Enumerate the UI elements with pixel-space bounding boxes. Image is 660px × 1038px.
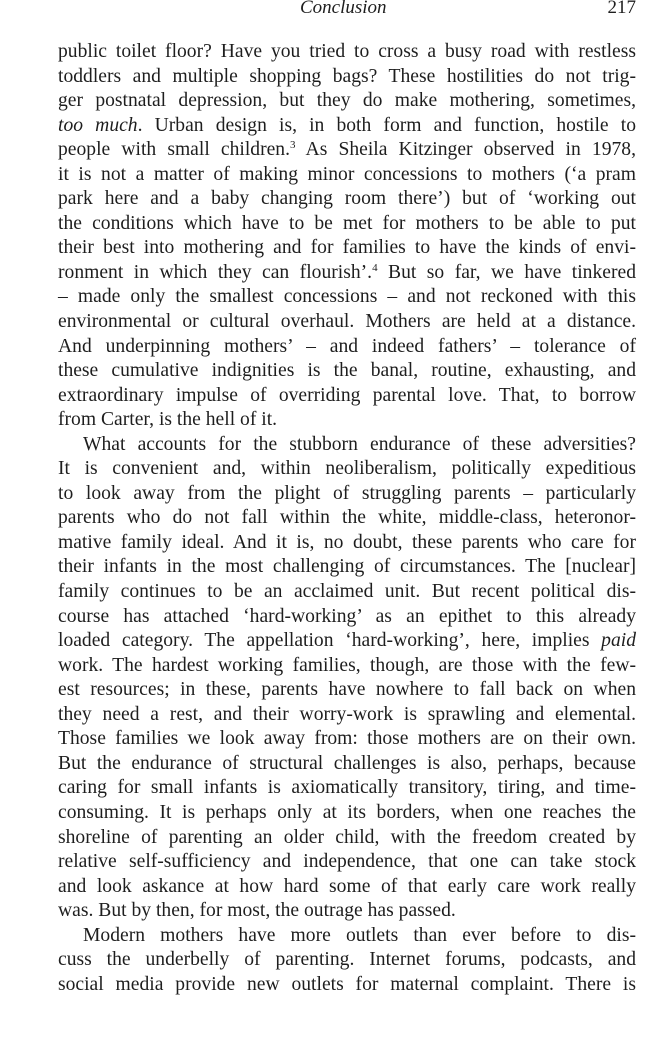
paragraph-start-line: Modern mothers have more outlets than ever before to dis- <box>83 924 636 946</box>
text-line: est resources; in these, parents have nowhere to fall back on when <box>58 679 636 701</box>
text-line: work. The hardest working families, though, are those with the few- <box>58 654 636 676</box>
paragraph-start-line: What accounts for the stubborn endurance of these adversities? <box>83 433 636 455</box>
text-line: parents who do not fall within the white, middle-class, heteronor- <box>58 507 636 529</box>
body-text <box>58 40 636 997</box>
page-number: 217 <box>607 0 636 18</box>
running-head <box>0 0 660 20</box>
footnote-marker[interactable]: 4 <box>372 261 378 274</box>
text-line: their infants in the most challenging of circumstances. The [nuclear] <box>58 556 636 578</box>
text-line: too much. Urban design is, in both form and function, hostile to <box>58 114 636 136</box>
text-line: social media provide new outlets for maternal complaint. There is <box>58 973 636 995</box>
paragraph-end-line: was. But by then, for most, the outrage has passed. <box>58 900 456 922</box>
text-line: Those families we look away from: those mothers are on their own. <box>58 728 636 750</box>
text-line: ronment in which they can flourish’.$^4$ But so far, we have tinkered <box>58 261 636 283</box>
text-line: course has attached ‘hard-working’ as an epithet to this already <box>58 605 636 627</box>
text-line: It is convenient and, within neoliberalism, politically expeditious <box>58 458 636 480</box>
text-line: And underpinning mothers’ – and indeed fathers’ – tolerance of <box>58 335 636 357</box>
text-line: and look askance at how hard some of that early care work really <box>58 875 636 897</box>
text-line: mative family ideal. And it is, no doubt, these parents who care for <box>58 531 636 553</box>
text-line: people with small children.$^3$ As Sheila Kitzinger observed in 1978, <box>58 139 636 161</box>
text-line: But the endurance of structural challenges is also, perhaps, because <box>58 752 636 774</box>
text-line: environmental or cultural overhaul. Mothers are held at a distance. <box>58 311 636 333</box>
text-line: they need a rest, and their worry-work is sprawling and elemental. <box>58 703 636 725</box>
text-line: relative self-sufficiency and independence, that one can take stock <box>58 851 636 873</box>
emphasis-text: paid <box>601 630 636 652</box>
text-line: caring for small infants is axiomatically transitory, tiring, and time- <box>58 777 636 799</box>
text-line: their best into mothering and for families to have the kinds of envi- <box>58 237 636 259</box>
text-line: public toilet floor? Have you tried to cross a busy road with restless <box>58 41 636 62</box>
footnote-marker[interactable]: 3 <box>290 139 296 152</box>
text-line: toddlers and multiple shopping bags? These hostilities do not trig- <box>58 65 636 87</box>
text-line: extraordinary impulse of overriding parental love. That, to borrow <box>58 384 636 406</box>
paragraph-end-line: from Carter, is the hell of it. <box>58 409 278 431</box>
text-line: to look away from the plight of struggling parents – particularly <box>58 482 636 504</box>
text-line: shoreline of parenting an older child, with the freedom created by <box>58 826 636 848</box>
emphasis-text: too much <box>58 114 138 136</box>
text-line: the conditions which have to be met for mothers to be able to put <box>58 212 636 234</box>
text-line: loaded category. The appellation ‘hard-working’, here, implies paid <box>58 630 636 652</box>
text-line: – made only the smallest concessions – and not reckoned with this <box>58 286 636 308</box>
text-line: these cumulative indignities is the banal, routine, exhausting, and <box>58 360 636 382</box>
text-line: family continues to be an acclaimed unit. But recent political dis- <box>58 581 636 603</box>
running-title: Conclusion <box>300 0 387 18</box>
text-line: consuming. It is perhaps only at its borders, when one reaches the <box>58 801 636 823</box>
text-line: park here and a baby changing room there’) but of ‘working out <box>58 188 636 210</box>
text-line: ger postnatal depression, but they do make mothering, sometimes, <box>58 90 636 112</box>
text-line: cuss the underbelly of parenting. Internet forums, podcasts, and <box>58 949 636 971</box>
text-line: it is not a matter of making minor concessions to mothers (‘a pram <box>58 163 636 185</box>
